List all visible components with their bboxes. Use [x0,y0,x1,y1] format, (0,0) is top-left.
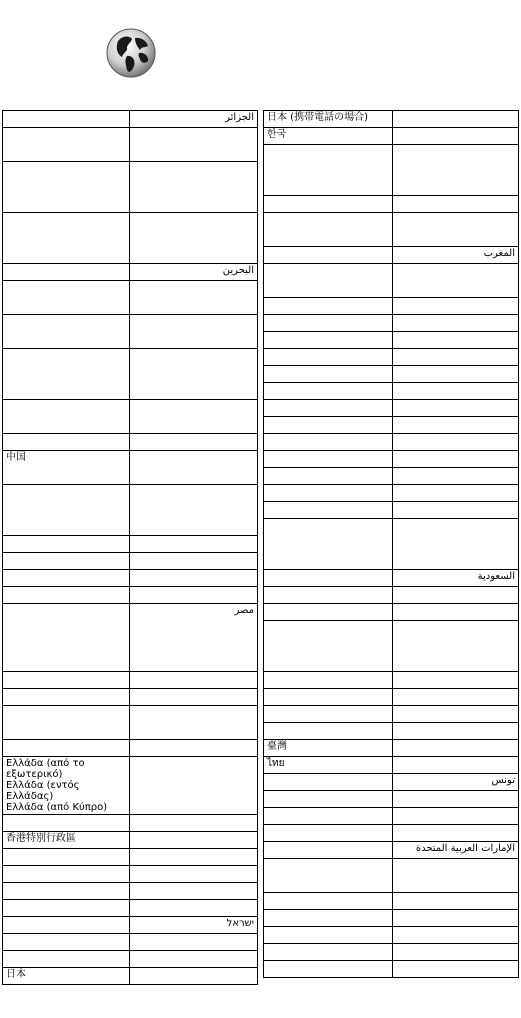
left-table-row [3,587,258,604]
left-table-row [3,400,258,434]
local-name-cell [130,587,258,604]
country-name-cell [3,934,130,951]
left-table-row [3,111,258,128]
country-name-cell [264,927,393,944]
country-name-cell: ไทย [264,757,393,774]
left-table-row [3,866,258,883]
local-name-cell [393,519,519,570]
country-name-cell: 臺灣 [264,740,393,757]
local-name-cell [393,400,519,417]
left-table-row [3,849,258,866]
right-table-row [264,893,519,910]
local-name-cell [393,706,519,723]
local-name-cell [393,145,519,196]
country-name-cell [3,900,130,917]
country-name-cell [264,247,393,264]
country-name-cell [3,740,130,757]
local-name-cell [130,934,258,951]
right-table-row [264,315,519,332]
local-name-cell [130,900,258,917]
local-name-cell [393,502,519,519]
country-name-cell [3,672,130,689]
local-name-cell [393,791,519,808]
country-name-cell [3,883,130,900]
local-name-cell [393,315,519,332]
local-name-cell [130,689,258,706]
local-name-cell [393,111,519,128]
right-table-row [264,604,519,621]
country-name-cell [264,468,393,485]
country-name-cell [264,825,393,842]
right-table-row [264,349,519,366]
local-name-cell [393,298,519,315]
local-name-cell [130,815,258,832]
right-table-row [264,774,519,791]
country-name-cell [264,604,393,621]
country-name-cell: 한국 [264,128,393,145]
country-name-cell [264,910,393,927]
local-name-cell [130,883,258,900]
country-name-cell [3,400,130,434]
local-name-cell [393,485,519,502]
right-table-row [264,145,519,196]
globe-icon [105,27,157,79]
country-name-cell [264,502,393,519]
local-name-cell [130,757,258,815]
left-table-row [3,689,258,706]
country-name-cell [264,842,393,859]
local-name-cell [130,570,258,587]
local-name-cell [393,944,519,961]
country-name-cell [3,570,130,587]
country-name-cell [264,570,393,587]
right-table-row [264,621,519,672]
right-table-row [264,723,519,740]
left-table-row [3,213,258,264]
right-table-row [264,672,519,689]
left-table-row [3,570,258,587]
country-name-cell [264,400,393,417]
local-name-cell: تونس [393,774,519,791]
local-name-cell [130,349,258,400]
local-name-cell [393,910,519,927]
country-name-cell: 日本 (携帯電話の場合) [264,111,393,128]
left-table-row [3,900,258,917]
local-name-cell [130,162,258,213]
local-name-cell [393,417,519,434]
right-table-row [264,791,519,808]
country-name-cell [264,366,393,383]
country-name-cell [264,774,393,791]
local-name-cell [393,332,519,349]
right-table-row [264,961,519,978]
right-table-row [264,485,519,502]
right-table-row [264,842,519,859]
right-table-row [264,417,519,434]
local-name-cell [393,723,519,740]
local-name-cell [130,213,258,264]
left-table-row [3,434,258,451]
local-name-cell [130,281,258,315]
local-name-cell [393,825,519,842]
right-table-row [264,264,519,298]
local-name-cell: السعودية [393,570,519,587]
left-table-row [3,281,258,315]
country-name-cell [3,162,130,213]
right-table-row [264,128,519,145]
country-name-cell [3,281,130,315]
country-name-cell [264,723,393,740]
local-name-cell: المغرب [393,247,519,264]
local-name-cell [130,434,258,451]
country-name-cell [264,298,393,315]
left-table-row [3,451,258,485]
country-name-cell [3,866,130,883]
right-table-row [264,366,519,383]
local-name-cell [130,832,258,849]
right-table-row [264,570,519,587]
country-name-cell: 中国 [3,451,130,485]
country-name-cell [3,536,130,553]
local-name-cell [393,468,519,485]
country-name-cell [264,417,393,434]
right-table-row [264,757,519,774]
country-name-cell [264,689,393,706]
local-name-cell [393,672,519,689]
country-name-cell [264,672,393,689]
local-name-cell: مصر [130,604,258,672]
right-table-row [264,298,519,315]
country-table-right [263,110,519,978]
country-name-cell [264,519,393,570]
country-name-cell [264,791,393,808]
left-table-row [3,553,258,570]
country-name-cell [264,213,393,247]
left-table-row [3,815,258,832]
country-name-cell [264,349,393,366]
right-table-row [264,451,519,468]
right-table-row [264,689,519,706]
local-name-cell [393,961,519,978]
country-name-cell: 香港特別行政區 [3,832,130,849]
right-table-row [264,587,519,604]
country-name-cell [264,893,393,910]
local-name-cell [393,366,519,383]
left-table-row [3,315,258,349]
right-table-row [264,825,519,842]
right-table-row [264,706,519,723]
local-name-cell [130,485,258,536]
local-name-cell [130,866,258,883]
local-name-cell: ישראל [130,917,258,934]
country-name-cell [3,213,130,264]
right-table-row [264,468,519,485]
local-name-cell [130,706,258,740]
country-name-cell [264,451,393,468]
country-name-cell [3,706,130,740]
country-name-cell [3,604,130,672]
local-name-cell [130,400,258,434]
right-table-row [264,247,519,264]
right-table-row [264,196,519,213]
left-table-row [3,706,258,740]
country-name-cell [264,315,393,332]
local-name-cell [130,553,258,570]
right-table-row [264,927,519,944]
left-table-row [3,536,258,553]
local-name-cell: الجزائر [130,111,258,128]
country-name-cell [264,961,393,978]
local-name-cell [130,672,258,689]
local-name-cell [130,968,258,985]
local-name-cell [130,951,258,968]
country-name-cell [264,332,393,349]
local-name-cell: البحرين [130,264,258,281]
right-table-row [264,910,519,927]
local-name-cell [393,757,519,774]
country-name-cell [3,849,130,866]
left-table-row [3,162,258,213]
right-table-row [264,519,519,570]
local-name-cell [393,587,519,604]
country-name-cell [264,621,393,672]
local-name-cell [393,927,519,944]
left-table-row [3,917,258,934]
country-name-cell [264,859,393,893]
local-name-cell [393,621,519,672]
right-table-row [264,213,519,247]
local-name-cell [130,451,258,485]
right-table-row [264,740,519,757]
left-table-row [3,832,258,849]
local-name-cell [393,383,519,400]
left-table-row [3,934,258,951]
left-table-row [3,128,258,162]
country-name-cell [264,264,393,298]
local-name-cell [130,740,258,757]
right-table-row [264,383,519,400]
country-name-cell [264,706,393,723]
country-name-cell [3,434,130,451]
local-name-cell [393,859,519,893]
left-table-row [3,740,258,757]
country-name-cell [3,815,130,832]
local-name-cell [130,536,258,553]
left-table-row [3,349,258,400]
country-name-cell [3,917,130,934]
local-name-cell [130,315,258,349]
right-table-row [264,332,519,349]
local-name-cell [393,128,519,145]
local-name-cell [393,893,519,910]
country-name-cell: Ελλάδα (από το εξωτερικό) Ελλάδα (εντός Ελλάδας) Ελλάδα (από Κύπρο) [3,757,130,815]
country-name-cell [264,196,393,213]
local-name-cell [393,689,519,706]
country-name-cell [264,383,393,400]
right-table-row [264,808,519,825]
country-name-cell [264,587,393,604]
left-table-row [3,604,258,672]
left-table-row [3,672,258,689]
right-table-row [264,944,519,961]
country-name-cell [264,434,393,451]
left-table-row [3,757,258,815]
left-table-row [3,883,258,900]
local-name-cell [393,451,519,468]
right-table-row [264,400,519,417]
country-name-cell: 日本 [3,968,130,985]
left-table-row [3,485,258,536]
country-name-cell [264,485,393,502]
right-table-row [264,434,519,451]
country-name-cell [3,553,130,570]
country-name-cell [264,145,393,196]
country-name-cell [3,128,130,162]
country-name-cell [3,587,130,604]
country-name-cell [3,485,130,536]
local-name-cell [130,128,258,162]
left-table-row [3,264,258,281]
local-name-cell [393,434,519,451]
country-name-cell [3,951,130,968]
left-table-row [3,968,258,985]
country-name-cell [264,944,393,961]
country-name-cell [3,111,130,128]
local-name-cell [393,349,519,366]
country-table-left [2,110,258,985]
local-name-cell [393,604,519,621]
local-name-cell [393,196,519,213]
country-name-cell [264,808,393,825]
local-name-cell [393,213,519,247]
country-name-cell [3,689,130,706]
local-name-cell [393,808,519,825]
country-name-cell [3,349,130,400]
country-name-cell [3,315,130,349]
left-table-row [3,951,258,968]
country-name-cell [3,264,130,281]
local-name-cell [130,849,258,866]
local-name-cell: الإمارات العربية المتحدة [393,842,519,859]
right-table-row [264,859,519,893]
right-table-row [264,502,519,519]
local-name-cell [393,740,519,757]
right-table-row [264,111,519,128]
local-name-cell [393,264,519,298]
